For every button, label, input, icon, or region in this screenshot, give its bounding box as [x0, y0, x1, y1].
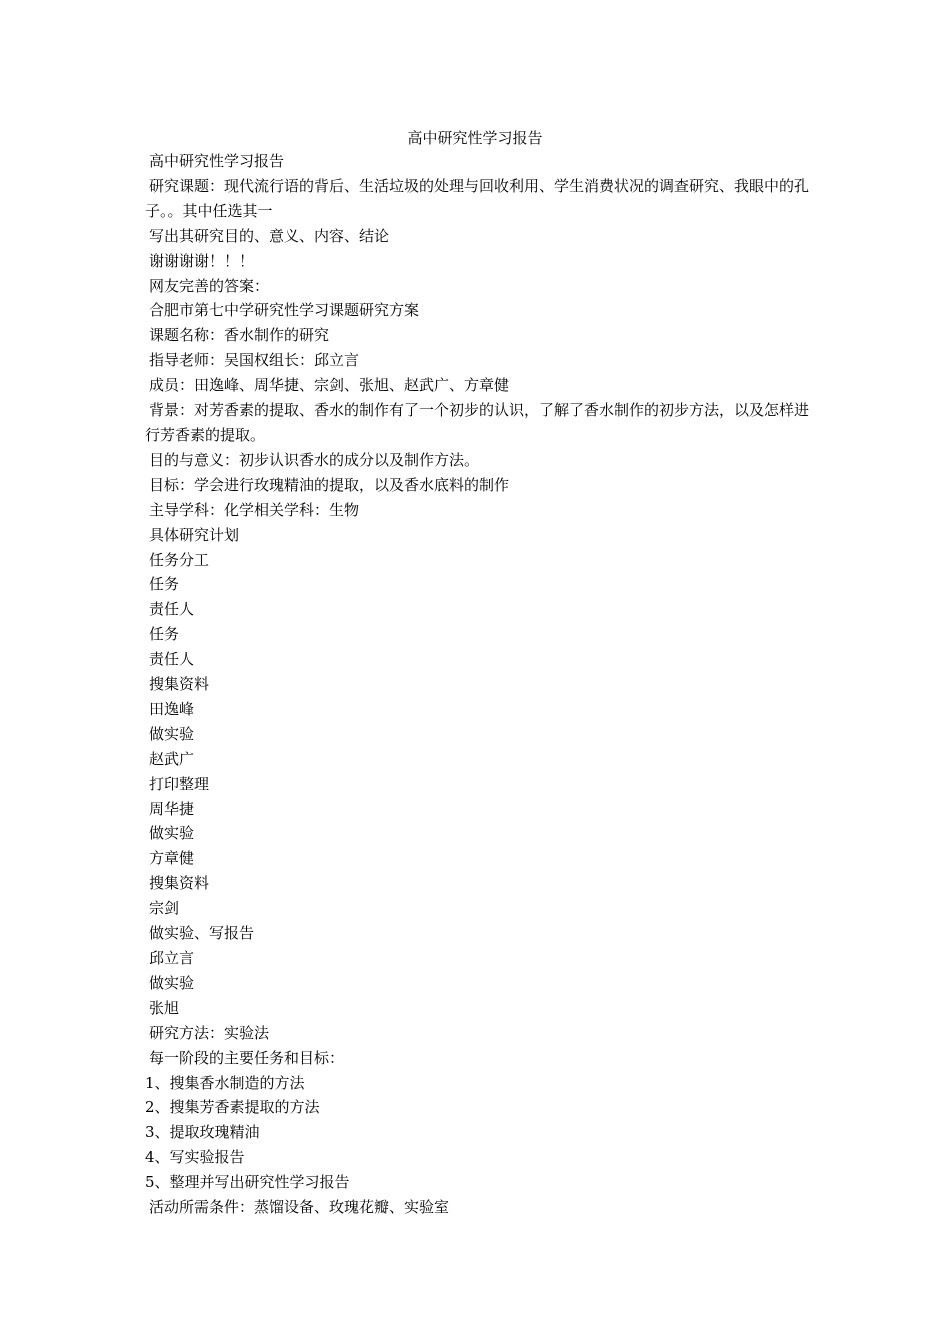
document-body [145, 149, 810, 1220]
table-cell-owner: 方章健 [149, 849, 195, 868]
paragraph-members: 成员：田逸峰、周华捷、宗剑、张旭、赵武广、方章健 [149, 376, 510, 395]
paragraph-instructions: 写出其研究目的、意义、内容、结论 [149, 226, 390, 245]
table-cell-owner: 邱立言 [149, 949, 195, 967]
paragraph-purpose: 目的与意义：初步认识香水的成分以及制作方法。 [149, 450, 480, 469]
table-cell-task: 搜集资料 [149, 675, 210, 694]
list-item: 2、搜集芳香素提取的方法 [145, 1098, 320, 1117]
document-title: 高中研究性学习报告 [407, 129, 543, 147]
table-header-task: 任务 [149, 625, 180, 644]
table-header-owner: 责任人 [149, 650, 195, 669]
paragraph-goal: 目标：学会进行玫瑰精油的提取，以及香水底料的制作 [149, 475, 510, 494]
list-item: 1、搜集香水制造的方法 [145, 1073, 305, 1092]
table-cell-task: 做实验 [149, 973, 195, 992]
table-cell-task: 做实验 [149, 824, 195, 843]
paragraph-subjects: 主导学科：化学相关学科：生物 [149, 500, 360, 519]
table-cell-owner: 宗剑 [149, 899, 180, 918]
paragraph-topic-name: 课题名称：香水制作的研究 [149, 326, 330, 345]
table-cell-owner: 周华捷 [149, 799, 195, 818]
paragraph-advisor: 指导老师：吴国权组长：邱立言 [149, 351, 360, 370]
paragraph-thanks: 谢谢谢谢！！！ [149, 251, 255, 270]
table-cell-owner: 田逸峰 [149, 699, 195, 718]
paragraph-stage-tasks: 每一阶段的主要任务和目标： [149, 1048, 345, 1067]
paragraph-requirements: 活动所需条件：蒸馏设备、玫瑰花瓣、实验室 [149, 1198, 450, 1217]
paragraph-background: 背景：对芳香素的提取、香水的制作有了一个初步的认识，了解了香水制作的初步方法，以及怎样进行芳香素的提取。 [145, 401, 810, 444]
paragraph-answer-label: 网友完善的答案： [149, 276, 270, 295]
table-cell-task: 做实验 [149, 724, 195, 743]
paragraph-task-division: 任务分工 [149, 550, 210, 569]
table-cell-task: 做实验、写报告 [149, 924, 255, 943]
table-cell-owner: 张旭 [149, 998, 180, 1017]
table-header-owner: 责任人 [149, 600, 195, 619]
list-item: 3、提取玫瑰精油 [145, 1123, 260, 1142]
paragraph-research-topic: 研究课题：现代流行语的背后、生活垃圾的处理与回收利用、学生消费状况的调查研究、我眼中的孔子。。其中任选其一 [145, 176, 810, 220]
paragraph-plan-heading: 具体研究计划 [149, 525, 240, 544]
table-header-task: 任务 [149, 575, 180, 594]
list-item: 5、整理并写出研究性学习报告 [145, 1173, 350, 1192]
paragraph-heading: 高中研究性学习报告 [149, 152, 285, 170]
table-cell-task: 搜集资料 [149, 874, 210, 893]
paragraph-method: 研究方法：实验法 [149, 1023, 270, 1042]
table-cell-owner: 赵武广 [149, 749, 195, 768]
paragraph-plan-title: 合肥市第七中学研究性学习课题研究方案 [149, 301, 420, 320]
table-cell-task: 打印整理 [149, 774, 210, 793]
list-item: 4、写实验报告 [145, 1148, 245, 1167]
